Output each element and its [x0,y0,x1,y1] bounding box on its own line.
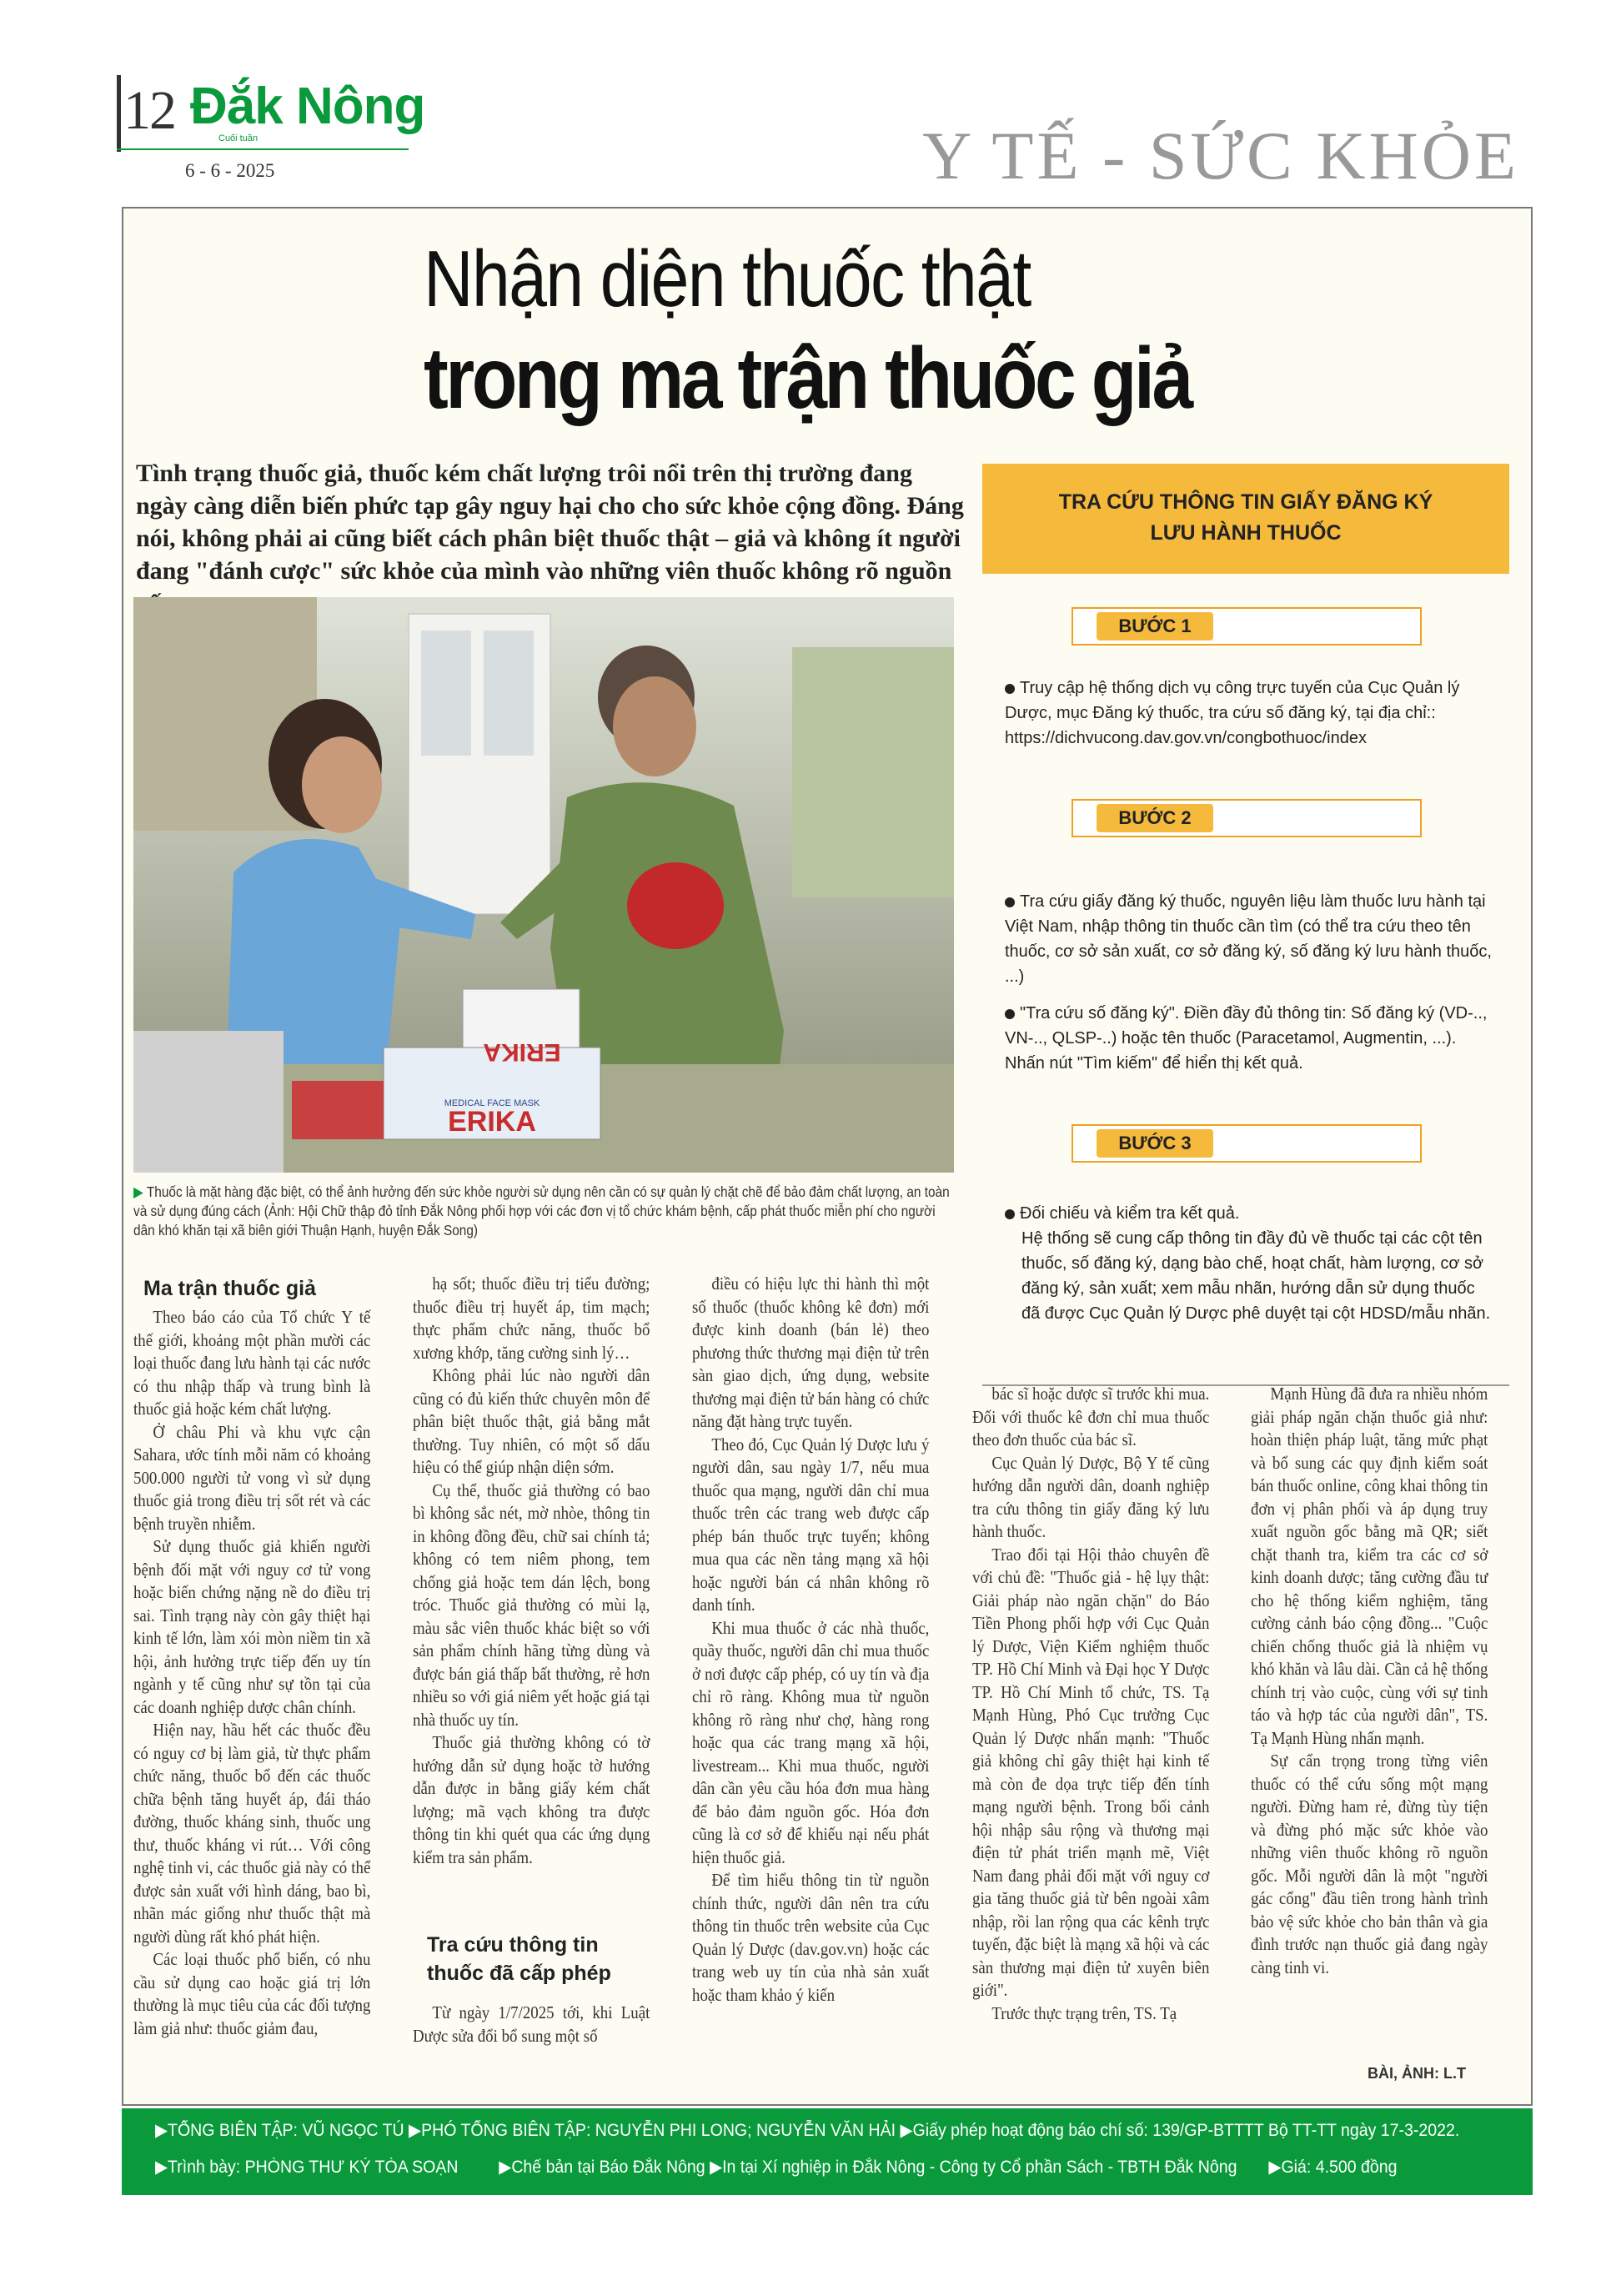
step-2-label: BƯỚC 2 [1097,804,1213,832]
sidebar-title-line-1: TRA CỨU THÔNG TIN GIẤY ĐĂNG KÝ [1058,490,1433,514]
triangle-icon: ▶ [155,2158,168,2177]
photo-box-label-front: ERIKA [448,1106,536,1138]
footer-row-1 [155,2120,1459,2141]
brand-subtitle: Cuối tuần [218,133,258,143]
caption-text: Thuốc là mặt hàng đặc biệt, có thể ảnh hưởng đến sức khỏe người sử dụng nên cần có sự quản lý chặt chẽ để bảo đảm chất lượng, an toàn và sử dụng đúng cách (Ảnh: Hội Chữ thập đỏ tỉnh Đắk Nông phối hợp với các đơn vị tổ chức khám bệnh, cấp phát thuốc miễn phí cho người dân khó khăn tại xã biên giới Thuận Hạnh, huyện Đắk Song) [133,1183,950,1238]
paragraph: Mạnh Hùng đã đưa ra nhiều nhóm giải pháp ngăn chặn thuốc giả như: hoàn thiện pháp luật, tăng mức phạt và bổ sung các quy định kiểm soát bán thuốc online, công khai thông tin đơn vị phân phối và áp dụng truy xuất nguồn gốc bằng mã QR; siết chặt thanh tra, kiểm tra các cơ sở kinh doanh dược; tăng cường đầu tư cho hệ thống kiểm nghiệm, tăng cường cảnh báo cộng đồng... "Cuộc chiến chống thuốc giả là nhiệm vụ khó khăn và lâu dài. Cần cả hệ thống chính trị vào cuộc, cùng với sự tinh táo và hợp tác của người dân", TS. Tạ Mạnh Hùng nhấn mạnh. [1251,1384,1488,1748]
brand-logo: Đắk Nông [190,78,425,135]
article-photo [133,597,954,1173]
paragraph: Sự cẩn trọng trong từng viên thuốc có thể cứu sống một mạng người. Đừng ham rẻ, đừng tùy tiện và đừng phó mặc sức khỏe vào những viên thuốc không rõ nguồn gốc. Mỗi người dân là một "người gác cổng" đầu tiên trong hành trình bảo vệ sức khỏe cho bản thân và gia đình trước nạn thuốc giả đang ngày càng tinh vi. [1251,1751,1488,1977]
footer-layout: Trình bày: PHÒNG THƯ KÝ TÒA SOẠN [168,2158,459,2177]
paragraph: bác sĩ hoặc dược sĩ trước khi mua. Đối với thuốc kê đơn chỉ mua thuốc theo đơn thuốc của bác sĩ. [972,1384,1210,1449]
footer-row-2 [155,2157,1397,2178]
triangle-icon: ▶ [499,2158,512,2177]
triangle-icon: ▶ [900,2121,913,2140]
photo-caption [133,1183,954,1240]
paragraph: Hiện nay, hầu hết các thuốc đều có nguy cơ bị làm giả, từ thực phẩm chức năng, thuốc bổ đến các thuốc chữa bệnh tăng huyết áp, đái tháo đường, thuốc kháng sinh, thuốc ung thư, thuốc kháng vi rút… Với công nghệ tinh vi, các thuốc giả này có thể được sản xuất với hình dáng, bao bì, nhãn mác giống như thuốc thật mà người dùng rất khó phát hiện. [133,1720,371,1947]
sidebar-header [982,464,1509,574]
column-4 [972,1383,1209,2025]
sidebar-title-line-2: LƯU HÀNH THUỐC [1150,521,1342,545]
paragraph: Các loại thuốc phổ biến, có nhu cầu sử dụng cao hoặc giá trị lớn thường là mục tiêu của các đối tượng làm giả như: thuốc giảm đau, [133,1949,371,2038]
bullet-icon [1005,684,1015,694]
column-2-end-text: Từ ngày 1/7/2025 tới, khi Luật Dược sửa đổi bổ sung một số [413,2002,650,2046]
subhead-2-line-1: Tra cứu thông tin [427,1933,599,1957]
bullet-icon [1005,1009,1015,1019]
column-2 [413,1273,650,1869]
photo-box-sublabel: MEDICAL FACE MASK [444,1098,540,1108]
triangle-icon: ▶ [710,2158,723,2177]
step-3-label: BƯỚC 3 [1097,1129,1213,1158]
subhead-1-text: Ma trận thuốc giả [143,1277,316,1300]
footer-printer: In tại Xí nghiệp in Đắk Nông - Công ty Cổ phần Sách - TBTH Đắk Nông [722,2158,1237,2177]
paragraph: Không phải lúc nào người dân cũng có đủ kiến thức chuyên môn để phân biệt thuốc thật, giả bằng mắt thường. Tuy nhiên, có một số dấu hiệu có thể giúp nhận diện sớm. [413,1365,650,1477]
step-2-text-a: Tra cứu giấy đăng ký thuốc, nguyên liệu làm thuốc lưu hành tại Việt Nam, nhập thông tin thuốc cần tìm (có thể tra cứu theo tên thuốc, cơ sở sản xuất, cơ sở đăng ký, số đăng ký lưu hành thuốc, ...) [1005,892,1492,986]
masthead-footer [122,2108,1533,2195]
paragraph: Trước thực trạng trên, TS. Tạ [991,2002,1177,2023]
step-3-text-b: Hệ thống sẽ cung cấp thông tin đầy đủ về thuốc tại các cột tên thuốc, số đăng ký, dạng bào chế, hoạt chất, hàm lượng, cơ sở đăng ký, sản xuất; xem mẫu nhãn, hướng dẫn sử dụng thuốc đã được Cục Quản lý Dược phê duyệt tại cột HDSD/mẫu nhãn. [1021,1229,1491,1323]
subhead-2 [427,1931,660,1987]
column-2-end [413,2002,650,2047]
step-1-item [1005,676,1497,751]
step-1-text: Truy cập hệ thống dịch vụ công trực tuyến của Cục Quản lý Dược, mục Đăng ký thuốc, tra cứu số đăng ký, tại địa chỉ:: https://dichvucong.dav.gov.vn/congbothuoc/index [1005,679,1460,747]
page-number: 12 [123,80,175,141]
paragraph: Theo báo cáo của Tổ chức Y tế thế giới, khoảng một phần mười các loại thuốc đang lưu hành tại các nước có thu nhập thấp và trung bình là thuốc giả hoặc kém chất lượng. [133,1307,371,1419]
bullet-icon [1005,897,1015,907]
step-2-badge [1072,799,1422,837]
headline-line-2: trong ma trận thuốc giả [424,330,1191,427]
byline: BÀI, ẢNH: L.T [1368,2065,1466,2082]
step-3-badge [1072,1124,1422,1163]
footer-typesetting: Chế bản tại Báo Đắk Nông [511,2158,705,2177]
footer-price: Giá: 4.500 đồng [1281,2158,1398,2177]
brand-underline [117,148,409,150]
paragraph: Ở châu Phi và khu vực cận Sahara, ước tính mỗi năm có khoảng 500.000 người tử vong vì sử dụng thuốc giả trong điều trị sốt rét và các bệnh truyền nhiễm. [133,1421,371,1534]
paragraph: điều có hiệu lực thi hành thì một số thuốc (thuốc không kê đơn) mới được kinh doanh (bán lẻ) theo phương thức thương mại điện tử trên sàn giao dịch, ứng dụng, website thương mại điện tử bán hàng có chức năng đặt hàng trực tuyến. [692,1274,930,1431]
triangle-icon: ▶ [1268,2158,1282,2177]
lead-paragraph: Tình trạng thuốc giả, thuốc kém chất lượng trôi nổi trên thị trường đang ngày càng diễn biến phức tạp gây nguy hại cho cho sức khỏe cộng đồng. Đáng nói, không phải ai cũng biết cách phân biệt thuốc thật – giả và không ít người đang "đánh cược" sức khỏe của mình vào những viên thuốc không rõ nguồn [136,460,964,585]
paragraph: Sử dụng thuốc giả khiến người bệnh đối mặt với nguy cơ tử vong hoặc biến chứng nặng nề do điều trị sai. Tình trạng này còn gây thiệt hại kinh tế lớn, làm xói mòn niềm tin xã hội, ảnh hưởng trực tiếp đến uy tín ngành y tế cũng như sự tồn tại của các doanh nghiệp dược chân chính. [133,1536,371,1717]
paragraph: Thuốc giả thường không có tờ hướng dẫn sử dụng hoặc tờ hướng dẫn được in bằng giấy kém chất lượng; mã vạch không tra được thông tin khi quét qua các ứng dụng kiểm tra sản phẩm. [413,1732,650,1867]
step-3-item [1005,1201,1497,1326]
paragraph: Để tìm hiểu thông tin từ nguồn chính thức, người dân nên tra cứu thông tin thuốc trên website của Cục Quản lý Dược (dav.gov.vn) hoặc các trang web uy tín của nhà sản xuất hoặc tham khảo ý kiến [692,1870,930,2005]
paragraph: Trao đổi tại Hội thảo chuyên đề với chủ đề: "Thuốc giả - hệ lụy thật: Giải pháp nào ngăn chặn" do Báo Tiền Phong phối hợp với Cục Quản lý Dược, Viện Kiểm nghiệm thuốc TP. Hồ Chí Minh và Đại học Y Dược TP. Hồ Chí Minh tổ chức, TS. Tạ Mạnh Hùng, Phó Cục trưởng Cục Quản lý Dược nhấn mạnh: "Thuốc giả không chỉ gây thiệt hại kinh tế mà còn đe dọa trực tiếp đến tính mạng người bệnh. Trong bối cảnh hội nhập sâu rộng và thương mại điện tử phát triển mạnh mẽ, Việt Nam đang phải đối mặt với nguy cơ gia tăng thuốc giả từ bên ngoài xâm nhập, rồi lan rộng qua các kênh trực tuyến, đặc biệt là mạng xã hội và các sàn thương mại điện tử xuyên biên giới". [972,1544,1210,2000]
step-2-item-a [1005,889,1497,989]
triangle-icon: ▶ [409,2121,422,2140]
footer-deputy-editors: PHÓ TỔNG BIÊN TẬP: NGUYỄN PHI LONG; NGUYỄN VĂN HẢI [421,2121,896,2140]
footer-editor-in-chief: TỔNG BIÊN TẬP: VŨ NGỌC TÚ [168,2121,404,2140]
photo-illustration [133,597,954,1173]
step-2-text-b: "Tra cứu số đăng ký". Điền đầy đủ thông tin: Số đăng ký (VD-.., VN-.., QLSP-..) hoặc tên thuốc (Paracetamol, Augmentin, ...). Nhấn nút "Tìm kiếm" để hiển thị kết quả. [1005,1004,1488,1073]
paragraph: Cục Quản lý Dược, Bộ Y tế cũng hướng dẫn người dân, doanh nghiệp tra cứu thông tin giấy đăng ký lưu hành thuốc. [972,1452,1210,1541]
step-3-text-a: Đối chiếu và kiểm tra kết quả. [1020,1204,1240,1223]
step-1-badge [1072,607,1422,646]
column-1 [133,1306,370,2040]
subhead-2-line-2: thuốc đã cấp phép [427,1962,611,1985]
paragraph: Cụ thể, thuốc giả thường có bao bì không sắc nét, mờ nhòe, thông tin in không đồng đều, chữ sai chính tả; không có tem niêm phong, tem chống giả hoặc tem dán lệch, bong tróc. Thuốc giả thường có mùi lạ, màu sắc viên thuốc khác biệt so với sản phẩm chính hãng từng dùng và được bán giá thấp bất thường, rẻ hơn nhiều so với giá niêm yết hoặc giá tại nhà thuốc uy tín. [413,1480,650,1730]
bullet-icon [1005,1209,1015,1219]
section-title: Y TẾ - SỨC KHỎE [922,118,1519,193]
issue-date: 6 - 6 - 2025 [185,160,275,181]
headline-line-1: Nhận diện thuốc thật [424,234,1031,324]
step-1-label: BƯỚC 1 [1097,612,1213,641]
paragraph: Theo đó, Cục Quản lý Dược lưu ý người dân, sau ngày 1/7, nếu mua thuốc qua mạng, người dân chỉ mua thuốc trên các trang web được cấp phép bán thuốc trực tuyến; không mua qua các nền tảng mạng xã hội hoặc người bán cá nhân không rõ danh tính. [692,1434,930,1615]
column-3 [692,1273,929,2007]
footer-license: Giấy phép hoạt động báo chí số: 139/GP-BTTTT Bộ TT-TT ngày 17-3-2022. [912,2121,1460,2140]
column-5 [1251,1383,1488,1979]
photo-box-label: ERIKA [483,1038,561,1066]
header-rule [117,75,121,152]
triangle-icon: ▶ [155,2121,168,2140]
subhead-1 [143,1274,394,1303]
step-2-item-b [1005,1001,1497,1076]
paragraph: Khi mua thuốc ở các nhà thuốc, quầy thuốc, người dân chỉ mua thuốc ở nơi được cấp phép, có uy tín và địa chỉ rõ ràng. Không mua từ nguồn không rõ ràng như chợ, hàng rong hoặc qua các trang mạng xã hội, livestream... Khi mua thuốc, người dân cần yêu cầu hóa đơn mua hàng để bảo đảm nguồn gốc. Hóa đơn cũng là cơ sở để khiếu nại nếu phát hiện thuốc giả. [692,1617,930,1867]
paragraph: hạ sốt; thuốc điều trị tiểu đường; thuốc điều trị huyết áp, tim mạch; thực phẩm chức năng, thuốc bổ xương khớp, tăng cường sinh lý… [413,1274,650,1363]
caption-arrow-icon: ▶ [133,1183,143,1200]
